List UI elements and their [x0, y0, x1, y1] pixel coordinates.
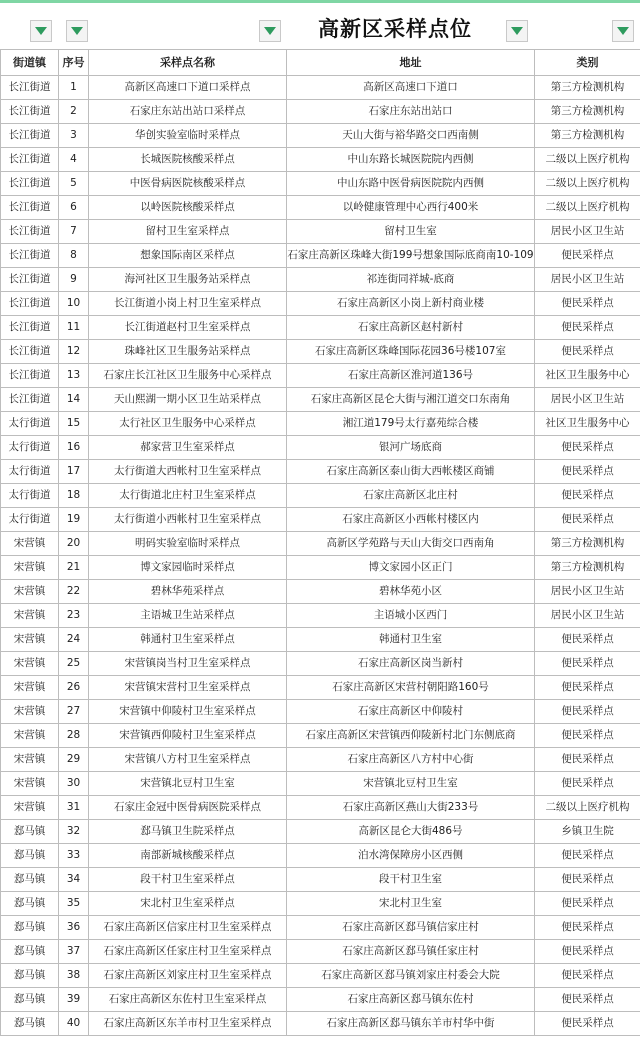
- cell-town: 郄马镇: [1, 940, 59, 964]
- cell-town: 长江街道: [1, 316, 59, 340]
- cell-index: 34: [59, 868, 89, 892]
- cell-category: 便民采样点: [535, 748, 640, 772]
- header-category: 类别: [535, 50, 640, 76]
- cell-site-name: 石家庄高新区刘家庄村卫生室采样点: [89, 964, 287, 988]
- cell-index: 22: [59, 580, 89, 604]
- cell-index: 6: [59, 196, 89, 220]
- cell-category: 居民小区卫生站: [535, 220, 640, 244]
- cell-address: 博文家园小区正门: [287, 556, 535, 580]
- cell-index: 10: [59, 292, 89, 316]
- table-row: [1, 628, 640, 652]
- cell-index: 16: [59, 436, 89, 460]
- cell-address: 银河广场底商: [287, 436, 535, 460]
- cell-index: 32: [59, 820, 89, 844]
- cell-category: 便民采样点: [535, 844, 640, 868]
- cell-index: 33: [59, 844, 89, 868]
- cell-town: 宋营镇: [1, 580, 59, 604]
- cell-town: 长江街道: [1, 244, 59, 268]
- table-row: [1, 700, 640, 724]
- cell-site-name: 宋营镇中仰陵村卫生室采样点: [89, 700, 287, 724]
- cell-category: 便民采样点: [535, 1012, 640, 1036]
- table-row: [1, 76, 640, 100]
- table-row: [1, 916, 640, 940]
- cell-category: 第三方检测机构: [535, 556, 640, 580]
- cell-town: 郄马镇: [1, 892, 59, 916]
- table-row: [1, 436, 640, 460]
- cell-index: 35: [59, 892, 89, 916]
- cell-address: 祁连街同祥城-底商: [287, 268, 535, 292]
- table-row: [1, 532, 640, 556]
- cell-site-name: 太行街道小西帐村卫生室采样点: [89, 508, 287, 532]
- cell-index: 9: [59, 268, 89, 292]
- cell-site-name: 宋营镇八方村卫生室采样点: [89, 748, 287, 772]
- table-row: [1, 508, 640, 532]
- cell-index: 24: [59, 628, 89, 652]
- cell-town: 长江街道: [1, 124, 59, 148]
- cell-site-name: 以岭医院核酸采样点: [89, 196, 287, 220]
- cell-index: 18: [59, 484, 89, 508]
- cell-address: 石家庄高新区小岗上新村商业楼: [287, 292, 535, 316]
- cell-index: 23: [59, 604, 89, 628]
- cell-address: 石家庄高新区珠峰大街199号想象国际底商南10-109: [287, 244, 535, 268]
- cell-site-name: 宋营镇岗当村卫生室采样点: [89, 652, 287, 676]
- cell-category: 便民采样点: [535, 916, 640, 940]
- filter-dropdown-button[interactable]: [66, 20, 88, 42]
- cell-category: 便民采样点: [535, 340, 640, 364]
- cell-category: 二级以上医疗机构: [535, 196, 640, 220]
- cell-category: 居民小区卫生站: [535, 388, 640, 412]
- cell-town: 宋营镇: [1, 676, 59, 700]
- cell-category: 社区卫生服务中心: [535, 364, 640, 388]
- cell-category: 乡镇卫生院: [535, 820, 640, 844]
- cell-index: 40: [59, 1012, 89, 1036]
- cell-town: 长江街道: [1, 196, 59, 220]
- cell-site-name: 长江街道小岗上村卫生室采样点: [89, 292, 287, 316]
- cell-address: 石家庄高新区郄马镇信家庄村: [287, 916, 535, 940]
- cell-town: 太行街道: [1, 484, 59, 508]
- cell-site-name: 珠峰社区卫生服务站采样点: [89, 340, 287, 364]
- cell-town: 郄马镇: [1, 868, 59, 892]
- cell-category: 便民采样点: [535, 460, 640, 484]
- cell-address: 石家庄高新区郄马镇任家庄村: [287, 940, 535, 964]
- table-header-row: [1, 50, 640, 76]
- cell-site-name: 博文家园临时采样点: [89, 556, 287, 580]
- cell-site-name: 太行社区卫生服务中心采样点: [89, 412, 287, 436]
- cell-index: 29: [59, 748, 89, 772]
- table-row: [1, 268, 640, 292]
- cell-site-name: 南部新城核酸采样点: [89, 844, 287, 868]
- table-row: [1, 148, 640, 172]
- cell-category: 便民采样点: [535, 700, 640, 724]
- cell-index: 19: [59, 508, 89, 532]
- cell-town: 宋营镇: [1, 700, 59, 724]
- cell-site-name: 石家庄高新区东佐村卫生室采样点: [89, 988, 287, 1012]
- cell-index: 5: [59, 172, 89, 196]
- cell-category: 第三方检测机构: [535, 124, 640, 148]
- cell-site-name: 段干村卫生室采样点: [89, 868, 287, 892]
- cell-category: 便民采样点: [535, 436, 640, 460]
- table-row: [1, 196, 640, 220]
- table-row: [1, 412, 640, 436]
- cell-index: 25: [59, 652, 89, 676]
- triangle-down-icon: [35, 27, 47, 35]
- cell-address: 泊水湾保障房小区西侧: [287, 844, 535, 868]
- cell-index: 17: [59, 460, 89, 484]
- table-row: [1, 676, 640, 700]
- cell-town: 宋营镇: [1, 796, 59, 820]
- cell-category: 第三方检测机构: [535, 76, 640, 100]
- table-row: [1, 868, 640, 892]
- cell-town: 郄马镇: [1, 820, 59, 844]
- cell-address: 碧林华苑小区: [287, 580, 535, 604]
- cell-index: 30: [59, 772, 89, 796]
- cell-category: 便民采样点: [535, 964, 640, 988]
- cell-address: 石家庄高新区小西帐村楼区内: [287, 508, 535, 532]
- cell-address: 石家庄高新区岗当新村: [287, 652, 535, 676]
- table-row: [1, 652, 640, 676]
- header-town: 街道镇: [1, 50, 59, 76]
- cell-index: 26: [59, 676, 89, 700]
- cell-address: 石家庄高新区昆仑大街与湘江道交口东南角: [287, 388, 535, 412]
- cell-site-name: 太行街道大西帐村卫生室采样点: [89, 460, 287, 484]
- cell-category: 便民采样点: [535, 484, 640, 508]
- cell-category: 第三方检测机构: [535, 532, 640, 556]
- cell-town: 宋营镇: [1, 652, 59, 676]
- table-row: [1, 340, 640, 364]
- cell-index: 38: [59, 964, 89, 988]
- cell-index: 36: [59, 916, 89, 940]
- sampling-sites-table: [0, 49, 640, 1036]
- cell-site-name: 石家庄东站出站口采样点: [89, 100, 287, 124]
- cell-category: 便民采样点: [535, 244, 640, 268]
- cell-site-name: 长江街道赵村卫生室采样点: [89, 316, 287, 340]
- cell-town: 宋营镇: [1, 772, 59, 796]
- table-row: [1, 844, 640, 868]
- cell-town: 长江街道: [1, 364, 59, 388]
- cell-site-name: 长城医院核酸采样点: [89, 148, 287, 172]
- filter-dropdown-button[interactable]: [30, 20, 52, 42]
- cell-town: 长江街道: [1, 100, 59, 124]
- cell-town: 宋营镇: [1, 556, 59, 580]
- cell-address: 天山大街与裕华路交口西南侧: [287, 124, 535, 148]
- cell-index: 31: [59, 796, 89, 820]
- cell-site-name: 留村卫生室采样点: [89, 220, 287, 244]
- cell-address: 石家庄高新区宋营村朝阳路160号: [287, 676, 535, 700]
- cell-town: 长江街道: [1, 148, 59, 172]
- cell-address: 石家庄高新区郄马镇东佐村: [287, 988, 535, 1012]
- header-site-name: 采样点名称: [89, 50, 287, 76]
- cell-category: 便民采样点: [535, 316, 640, 340]
- cell-category: 二级以上医疗机构: [535, 172, 640, 196]
- table-row: [1, 124, 640, 148]
- cell-site-name: 华创实验室临时采样点: [89, 124, 287, 148]
- page-title: 高新区采样点位: [318, 17, 472, 41]
- cell-address: 石家庄东站出站口: [287, 100, 535, 124]
- table-row: [1, 748, 640, 772]
- cell-address: 石家庄高新区八方村中心街: [287, 748, 535, 772]
- cell-town: 宋营镇: [1, 532, 59, 556]
- cell-town: 太行街道: [1, 460, 59, 484]
- cell-town: 长江街道: [1, 172, 59, 196]
- table-row: [1, 988, 640, 1012]
- cell-index: 2: [59, 100, 89, 124]
- cell-town: 长江街道: [1, 388, 59, 412]
- cell-address: 石家庄高新区泰山街大西帐楼区商铺: [287, 460, 535, 484]
- table-row: [1, 772, 640, 796]
- cell-address: 留村卫生室: [287, 220, 535, 244]
- cell-index: 14: [59, 388, 89, 412]
- cell-address: 主语城小区西门: [287, 604, 535, 628]
- cell-category: 便民采样点: [535, 772, 640, 796]
- table-row: [1, 292, 640, 316]
- cell-index: 27: [59, 700, 89, 724]
- cell-site-name: 主语城卫生站采样点: [89, 604, 287, 628]
- cell-index: 11: [59, 316, 89, 340]
- table-row: [1, 100, 640, 124]
- cell-town: 郄马镇: [1, 844, 59, 868]
- cell-address: 石家庄高新区郄马镇刘家庄村委会大院: [287, 964, 535, 988]
- cell-site-name: 石家庄高新区任家庄村卫生室采样点: [89, 940, 287, 964]
- table-row: [1, 796, 640, 820]
- table-body: [1, 76, 640, 1036]
- cell-category: 便民采样点: [535, 940, 640, 964]
- cell-category: 便民采样点: [535, 508, 640, 532]
- cell-index: 20: [59, 532, 89, 556]
- triangle-down-icon: [617, 27, 629, 35]
- table-row: [1, 388, 640, 412]
- cell-site-name: 郄马镇卫生院采样点: [89, 820, 287, 844]
- cell-site-name: 石家庄高新区信家庄村卫生室采样点: [89, 916, 287, 940]
- cell-site-name: 高新区高速口下道口采样点: [89, 76, 287, 100]
- filter-dropdown-button[interactable]: [612, 20, 634, 42]
- cell-index: 28: [59, 724, 89, 748]
- cell-town: 郄马镇: [1, 916, 59, 940]
- cell-index: 7: [59, 220, 89, 244]
- cell-index: 4: [59, 148, 89, 172]
- cell-site-name: 宋北村卫生室采样点: [89, 892, 287, 916]
- cell-town: 太行街道: [1, 436, 59, 460]
- cell-category: 居民小区卫生站: [535, 604, 640, 628]
- cell-category: 居民小区卫生站: [535, 580, 640, 604]
- triangle-down-icon: [71, 27, 83, 35]
- cell-town: 太行街道: [1, 412, 59, 436]
- cell-site-name: 石家庄金冠中医骨病医院采样点: [89, 796, 287, 820]
- cell-address: 石家庄高新区郄马镇东羊市村华中街: [287, 1012, 535, 1036]
- cell-index: 39: [59, 988, 89, 1012]
- cell-index: 3: [59, 124, 89, 148]
- cell-category: 便民采样点: [535, 628, 640, 652]
- table-row: [1, 364, 640, 388]
- cell-address: 韩通村卫生室: [287, 628, 535, 652]
- cell-category: 居民小区卫生站: [535, 268, 640, 292]
- cell-category: 第三方检测机构: [535, 100, 640, 124]
- cell-category: 便民采样点: [535, 988, 640, 1012]
- table-row: [1, 724, 640, 748]
- table-row: [1, 820, 640, 844]
- cell-address: 高新区高速口下道口: [287, 76, 535, 100]
- table-row: [1, 316, 640, 340]
- cell-address: 高新区昆仑大街486号: [287, 820, 535, 844]
- cell-category: 二级以上医疗机构: [535, 148, 640, 172]
- table-row: [1, 604, 640, 628]
- cell-address: 中山东路长城医院院内西侧: [287, 148, 535, 172]
- cell-site-name: 天山熙湖一期小区卫生站采样点: [89, 388, 287, 412]
- cell-category: 便民采样点: [535, 868, 640, 892]
- cell-category: 社区卫生服务中心: [535, 412, 640, 436]
- cell-site-name: 韩通村卫生室采样点: [89, 628, 287, 652]
- cell-site-name: 宋营镇北豆村卫生室: [89, 772, 287, 796]
- cell-town: 宋营镇: [1, 748, 59, 772]
- cell-site-name: 碧林华苑采样点: [89, 580, 287, 604]
- cell-category: 便民采样点: [535, 892, 640, 916]
- table-row: [1, 940, 640, 964]
- cell-category: 便民采样点: [535, 652, 640, 676]
- cell-address: 宋营镇北豆村卫生室: [287, 772, 535, 796]
- cell-site-name: 想象国际南区采样点: [89, 244, 287, 268]
- cell-index: 13: [59, 364, 89, 388]
- cell-site-name: 明码实验室临时采样点: [89, 532, 287, 556]
- cell-address: 石家庄高新区北庄村: [287, 484, 535, 508]
- table-row: [1, 244, 640, 268]
- table-row: [1, 580, 640, 604]
- cell-town: 郄马镇: [1, 964, 59, 988]
- cell-town: 宋营镇: [1, 628, 59, 652]
- cell-site-name: 石家庄长江社区卫生服务中心采样点: [89, 364, 287, 388]
- filter-dropdown-button[interactable]: [259, 20, 281, 42]
- cell-site-name: 宋营镇宋营村卫生室采样点: [89, 676, 287, 700]
- cell-index: 37: [59, 940, 89, 964]
- triangle-down-icon: [264, 27, 276, 35]
- cell-address: 石家庄高新区赵村新村: [287, 316, 535, 340]
- cell-index: 15: [59, 412, 89, 436]
- cell-site-name: 石家庄高新区东羊市村卫生室采样点: [89, 1012, 287, 1036]
- table-row: [1, 484, 640, 508]
- cell-site-name: 宋营镇西仰陵村卫生室采样点: [89, 724, 287, 748]
- cell-address: 湘江道179号太行嘉苑综合楼: [287, 412, 535, 436]
- table-row: [1, 172, 640, 196]
- table-row: [1, 556, 640, 580]
- cell-category: 便民采样点: [535, 292, 640, 316]
- cell-address: 石家庄高新区宋营镇西仰陵新村北门东侧底商: [287, 724, 535, 748]
- cell-town: 宋营镇: [1, 604, 59, 628]
- cell-category: 便民采样点: [535, 676, 640, 700]
- cell-site-name: 海河社区卫生服务站采样点: [89, 268, 287, 292]
- header-index: 序号: [59, 50, 89, 76]
- cell-address: 段干村卫生室: [287, 868, 535, 892]
- cell-address: 石家庄高新区珠峰国际花园36号楼107室: [287, 340, 535, 364]
- cell-address: 宋北村卫生室: [287, 892, 535, 916]
- cell-town: 长江街道: [1, 220, 59, 244]
- table-row: [1, 964, 640, 988]
- filter-dropdown-button[interactable]: [506, 20, 528, 42]
- cell-address: 中山东路中医骨病医院院内西侧: [287, 172, 535, 196]
- cell-town: 长江街道: [1, 292, 59, 316]
- cell-address: 石家庄高新区淮河道136号: [287, 364, 535, 388]
- table-row: [1, 892, 640, 916]
- cell-town: 宋营镇: [1, 724, 59, 748]
- cell-index: 12: [59, 340, 89, 364]
- cell-town: 郄马镇: [1, 988, 59, 1012]
- cell-site-name: 郝家营卫生室采样点: [89, 436, 287, 460]
- cell-address: 以岭健康管理中心西行400米: [287, 196, 535, 220]
- cell-category: 便民采样点: [535, 724, 640, 748]
- cell-address: 石家庄高新区中仰陵村: [287, 700, 535, 724]
- table-row: [1, 220, 640, 244]
- cell-town: 太行街道: [1, 508, 59, 532]
- cell-index: 8: [59, 244, 89, 268]
- cell-town: 长江街道: [1, 268, 59, 292]
- table-row: [1, 1012, 640, 1036]
- cell-address: 高新区学苑路与天山大街交口西南角: [287, 532, 535, 556]
- cell-index: 1: [59, 76, 89, 100]
- cell-town: 郄马镇: [1, 1012, 59, 1036]
- title-bar: [0, 3, 640, 49]
- header-address: 地址: [287, 50, 535, 76]
- cell-town: 长江街道: [1, 340, 59, 364]
- cell-town: 长江街道: [1, 76, 59, 100]
- cell-site-name: 太行街道北庄村卫生室采样点: [89, 484, 287, 508]
- cell-category: 二级以上医疗机构: [535, 796, 640, 820]
- cell-address: 石家庄高新区燕山大街233号: [287, 796, 535, 820]
- triangle-down-icon: [511, 27, 523, 35]
- cell-site-name: 中医骨病医院核酸采样点: [89, 172, 287, 196]
- cell-index: 21: [59, 556, 89, 580]
- table-row: [1, 460, 640, 484]
